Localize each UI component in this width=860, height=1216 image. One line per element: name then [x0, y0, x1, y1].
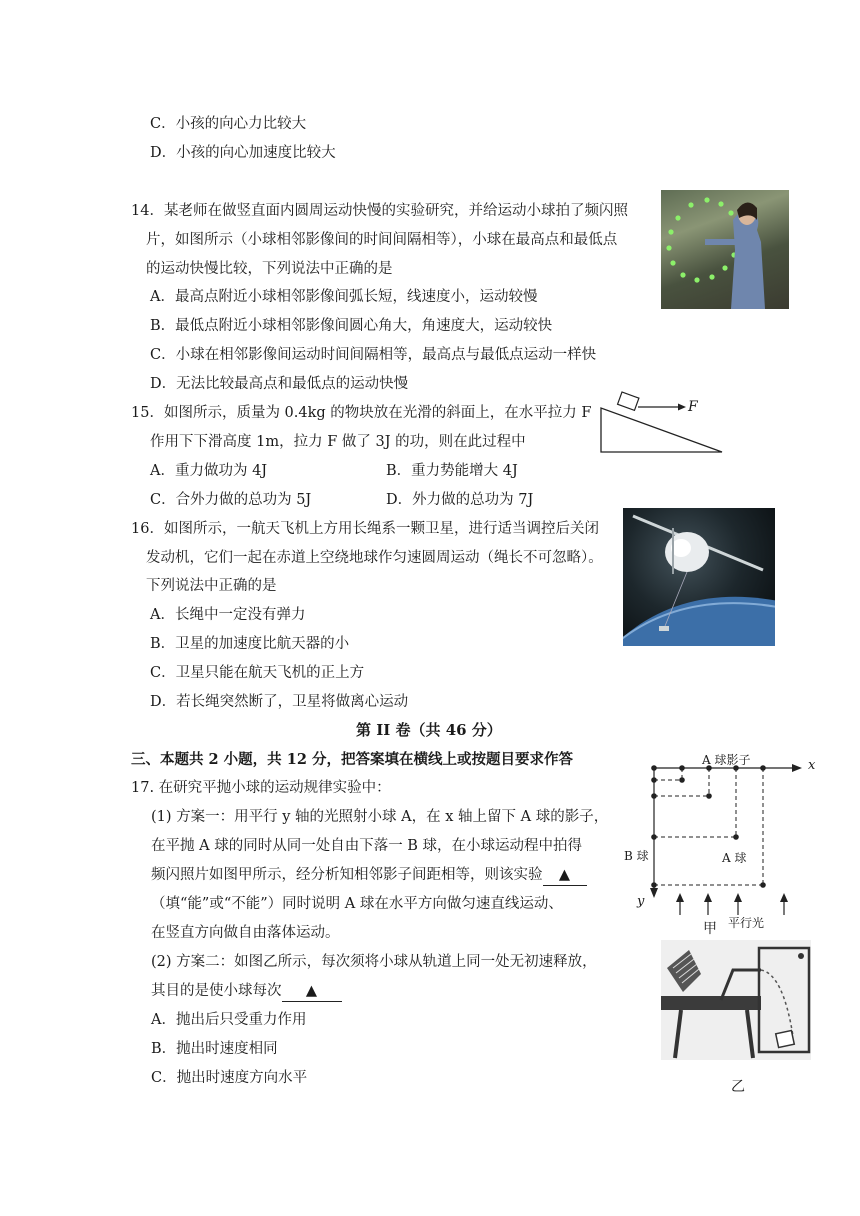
q15-option-d: D．外力做的总功为 7J — [386, 492, 534, 508]
q17-stem: 17. 在研究平抛小球的运动规律实验中： — [131, 780, 391, 796]
figure-yi-caption: 乙 — [731, 1079, 745, 1095]
q14-option-c: C．小球在相邻影像间运动时间间隔相等，最高点与最低点运动一样快 — [150, 347, 597, 363]
y-axis-label: y — [637, 894, 645, 909]
q17-part1-line3-text: 频闪照片如图甲所示，经分析知相邻影子间距相等，则该实验 — [151, 867, 543, 883]
q14-option-b: B．最低点附近小球相邻影像间圆心角大，角速度大，运动较快 — [150, 318, 553, 334]
parallel-light-label: 平行光 — [728, 916, 765, 930]
q17-part2-line2 — [151, 981, 342, 1002]
q13-option-c: C．小孩的向心力比较大 — [150, 116, 307, 132]
q14-stem-line2: 片，如图所示（小球相邻影像间的时间间隔相等），小球在最高点和最低点 — [146, 232, 618, 248]
q14-option-d: D．无法比较最高点和最低点的运动快慢 — [150, 376, 409, 392]
ball-b-label: B 球 — [624, 849, 649, 863]
q15-stem-line2: 作用下下滑高度 1m，拉力 F 做了 3J 的功，则在此过程中 — [150, 434, 526, 450]
part2-title: 第 II 卷（共 46 分） — [356, 721, 502, 739]
q17-part1-line5: 在竖直方向做自由落体运动。 — [151, 925, 340, 941]
q15-option-c: C．合外力做的总功为 5J — [150, 492, 312, 508]
q17-part1-line2: 在平抛 A 球的同时从同一处自由下落一 B 球，在小球运动程中拍得 — [151, 838, 583, 854]
q15-option-a: A．重力做功为 4J — [150, 463, 268, 479]
q16-option-a: A．长绳中一定没有弹力 — [150, 607, 306, 623]
q14-stem-line1: 14．某老师在做竖直面内圆周运动快慢的实验研究，并给运动小球拍了频闪照 — [131, 203, 628, 219]
q13-option-d: D．小孩的向心加速度比较大 — [150, 145, 336, 161]
q17-part2-line1: (2) 方案二：如图乙所示，每次须将小球从轨道上同一处无初速释放， — [151, 954, 597, 970]
q16-option-b: B．卫星的加速度比航天器的小 — [150, 636, 350, 652]
q14-stem-line3: 的运动快慢比较，下列说法中正确的是 — [146, 261, 393, 277]
q15-stem-line1: 15．如图所示，质量为 0.4kg 的物块放在光滑的斜面上，在水平拉力 F — [131, 405, 592, 421]
q16-option-c: C．卫星只能在航天飞机的正上方 — [150, 665, 365, 681]
teacher-strobe-photo — [661, 190, 789, 309]
q14-option-a: A．最高点附近小球相邻影像间弧长短，线速度小，运动较慢 — [150, 289, 538, 305]
incline-diagram — [596, 388, 728, 456]
x-axis-label: x — [808, 758, 816, 773]
q17-option-b: B．抛出时速度相同 — [151, 1041, 278, 1057]
q17-option-a: A．抛出后只受重力作用 — [151, 1012, 307, 1028]
q17-part1-line3 — [151, 865, 587, 886]
force-f-label: F — [688, 399, 698, 415]
q16-stem-line3: 下列说法中正确的是 — [146, 578, 277, 594]
q16-stem-line2: 发动机，它们一起在赤道上空绕地球作匀速圆周运动（绳长不可忽略）。 — [146, 550, 603, 566]
satellite-shuttle-photo — [623, 508, 775, 646]
answer-blank-2[interactable]: ▲ — [282, 981, 342, 1002]
q17-part1-line1: (1) 方案一：用平行 y 轴的光照射小球 A，在 x 轴上留下 A 球的影子， — [151, 809, 609, 825]
ball-a-label: A 球 — [722, 851, 747, 865]
figure-yi-apparatus-photo — [661, 940, 811, 1060]
section3-heading: 三、本题共 2 小题，共 12 分，把答案填在横线上或按题目要求作答 — [131, 751, 573, 768]
q17-part1-line4: （填“能”或“不能”）同时说明 A 球在水平方向做匀速直线运动、 — [151, 896, 563, 912]
q16-stem-line1: 16．如图所示，一航天飞机上方用长绳系一颗卫星，进行适当调控后关闭 — [131, 521, 599, 537]
q17-option-c: C．抛出时速度方向水平 — [151, 1070, 308, 1086]
figure-jia-caption: 甲 — [703, 921, 717, 937]
q17-part2-line2-text: 其目的是使小球每次 — [151, 983, 282, 999]
figure-jia-strobe-diagram — [620, 750, 820, 932]
answer-blank-1[interactable]: ▲ — [543, 865, 587, 886]
q15-option-b: B．重力势能增大 4J — [386, 463, 518, 479]
shadow-label: A 球影子 — [702, 753, 751, 767]
q16-option-d: D．若长绳突然断了，卫星将做离心运动 — [150, 694, 409, 710]
